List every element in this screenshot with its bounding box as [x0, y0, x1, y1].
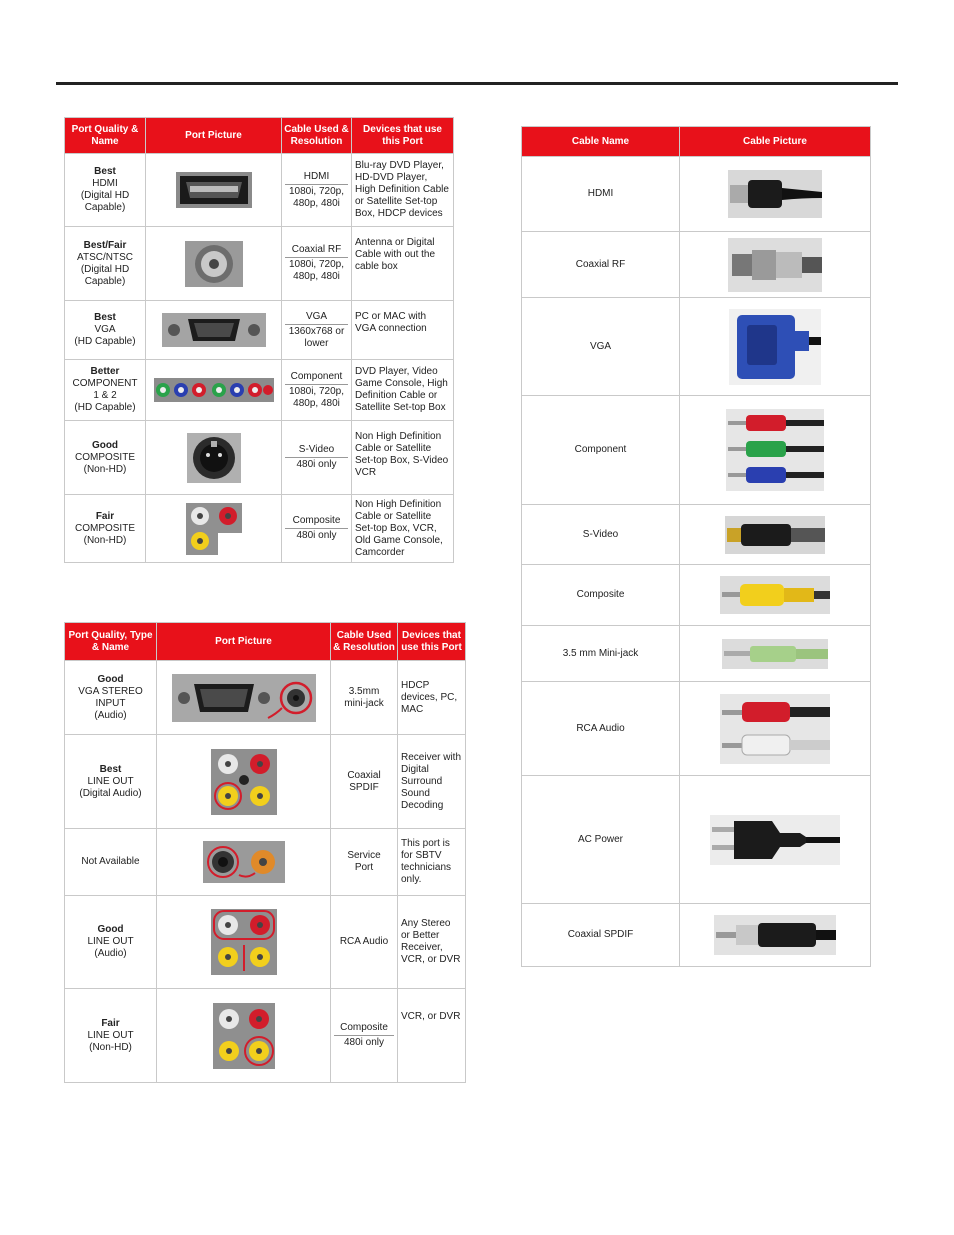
- cable-cell: Coaxial RF 1080i, 720p, 480p, 480i: [282, 227, 352, 301]
- devices-cell: This port is for SBTV technicians only.: [398, 829, 466, 896]
- cable-name-cell: Composite: [522, 565, 680, 626]
- rca-audio-port-icon: [157, 896, 331, 989]
- cable-name-cell: 3.5 mm Mini-jack: [522, 626, 680, 682]
- header-devices: Devices that use this Port: [398, 623, 466, 661]
- devices-cell: VCR, or DVR: [398, 989, 466, 1083]
- table-row: [65, 227, 454, 301]
- devices-cell: HDCP devices, PC, MAC: [398, 661, 466, 735]
- table-row: [65, 896, 466, 989]
- table-row: [522, 232, 871, 298]
- table-row: [522, 157, 871, 232]
- devices-cell: Non High Definition Cable or Satellite Set-top Box, VCR, Old Game Console, Camcorder: [352, 495, 454, 563]
- vga-stereo-port-icon: [157, 661, 331, 735]
- cable-cell: Composite 480i only: [331, 989, 398, 1083]
- port-quality-cell: Not Available: [65, 829, 157, 896]
- hdmi-port-icon: [146, 154, 282, 227]
- cable-cell: S-Video 480i only: [282, 421, 352, 495]
- coaxial-port-icon: [146, 227, 282, 301]
- cable-cell: HDMI 1080i, 720p, 480p, 480i: [282, 154, 352, 227]
- audio-ports-table: [64, 622, 466, 1083]
- cable-name-cell: HDMI: [522, 157, 680, 232]
- header-port-picture: Port Picture: [146, 118, 282, 154]
- cable-name-cell: Coaxial SPDIF: [522, 904, 680, 967]
- table-row: [522, 776, 871, 904]
- cables-table: [521, 126, 871, 967]
- table-row: [65, 661, 466, 735]
- table-row: [65, 301, 454, 360]
- table-row: [65, 495, 454, 563]
- table-row: [65, 735, 466, 829]
- devices-cell: Non High Definition Cable or Satellite Set-top Box, S-Video VCR: [352, 421, 454, 495]
- cable-cell: 3.5mm mini-jack: [331, 661, 398, 735]
- composite-out-port-icon: [157, 989, 331, 1083]
- cable-cell: Coaxial SPDIF: [331, 735, 398, 829]
- port-quality-cell: Best LINE OUT (Digital Audio): [65, 735, 157, 829]
- component-port-icon: [146, 360, 282, 421]
- cable-name-cell: Coaxial RF: [522, 232, 680, 298]
- port-quality-cell: Good VGA STEREO INPUT (Audio): [65, 661, 157, 735]
- spdif-cable-icon: [680, 904, 871, 967]
- devices-cell: Receiver with Digital Surround Sound Decoding: [398, 735, 466, 829]
- svideo-cable-icon: [680, 505, 871, 565]
- composite-cable-icon: [680, 565, 871, 626]
- svideo-port-icon: [146, 421, 282, 495]
- header-cable-used: Cable Used & Resolution: [331, 623, 398, 661]
- devices-cell: Any Stereo or Better Receiver, VCR, or DVR: [398, 896, 466, 989]
- header-port-quality: Port Quality & Name: [65, 118, 146, 154]
- table-row: [522, 298, 871, 396]
- port-quality-cell: Best HDMI (Digital HD Capable): [65, 154, 146, 227]
- devices-cell: Antenna or Digital Cable with out the cable box: [352, 227, 454, 301]
- table-row: [65, 989, 466, 1083]
- component-cable-icon: [680, 396, 871, 505]
- cable-cell: Service Port: [331, 829, 398, 896]
- table-row: [522, 396, 871, 505]
- cable-cell: RCA Audio: [331, 896, 398, 989]
- cable-name-cell: Component: [522, 396, 680, 505]
- service-port-icon: [157, 829, 331, 896]
- table-header-row: [65, 623, 466, 661]
- devices-cell: DVD Player, Video Game Console, High Definition Cable or Satellite Set-top Box: [352, 360, 454, 421]
- video-ports-table: [64, 117, 454, 563]
- top-rule: [56, 82, 898, 85]
- header-cable-name: Cable Name: [522, 127, 680, 157]
- table-row: [65, 360, 454, 421]
- ac-power-cable-icon: [680, 776, 871, 904]
- table-row: [65, 154, 454, 227]
- header-devices: Devices that use this Port: [352, 118, 454, 154]
- cable-name-cell: AC Power: [522, 776, 680, 904]
- table-header-row: [65, 118, 454, 154]
- vga-cable-icon: [680, 298, 871, 396]
- table-row: [65, 421, 454, 495]
- table-row: [522, 682, 871, 776]
- header-port-picture: Port Picture: [157, 623, 331, 661]
- cable-cell: VGA 1360x768 or lower: [282, 301, 352, 360]
- header-cable-picture: Cable Picture: [680, 127, 871, 157]
- table-row: [522, 904, 871, 967]
- devices-cell: PC or MAC with VGA connection: [352, 301, 454, 360]
- table-row: [522, 505, 871, 565]
- table-row: [522, 626, 871, 682]
- header-port-quality: Port Quality, Type & Name: [65, 623, 157, 661]
- rca-cable-icon: [680, 682, 871, 776]
- port-quality-cell: Better COMPONENT 1 & 2 (HD Capable): [65, 360, 146, 421]
- minijack-cable-icon: [680, 626, 871, 682]
- composite-port-icon: [146, 495, 282, 563]
- cable-name-cell: RCA Audio: [522, 682, 680, 776]
- port-quality-cell: Fair LINE OUT (Non-HD): [65, 989, 157, 1083]
- cable-name-cell: VGA: [522, 298, 680, 396]
- vga-port-icon: [146, 301, 282, 360]
- port-quality-cell: Fair COMPOSITE (Non-HD): [65, 495, 146, 563]
- hdmi-cable-icon: [680, 157, 871, 232]
- cable-cell: Composite 480i only: [282, 495, 352, 563]
- table-header-row: [522, 127, 871, 157]
- port-quality-cell: Good COMPOSITE (Non-HD): [65, 421, 146, 495]
- coaxial-cable-icon: [680, 232, 871, 298]
- header-cable-used: Cable Used & Resolution: [282, 118, 352, 154]
- spdif-port-icon: [157, 735, 331, 829]
- cable-name-cell: S-Video: [522, 505, 680, 565]
- table-row: [65, 829, 466, 896]
- port-quality-cell: Best VGA (HD Capable): [65, 301, 146, 360]
- port-quality-cell: Best/Fair ATSC/NTSC (Digital HD Capable): [65, 227, 146, 301]
- port-quality-cell: Good LINE OUT (Audio): [65, 896, 157, 989]
- table-row: [522, 565, 871, 626]
- devices-cell: Blu-ray DVD Player, HD-DVD Player, High Definition Cable or Satellite Set-top Box, HDCP devices: [352, 154, 454, 227]
- cable-cell: Component 1080i, 720p, 480p, 480i: [282, 360, 352, 421]
